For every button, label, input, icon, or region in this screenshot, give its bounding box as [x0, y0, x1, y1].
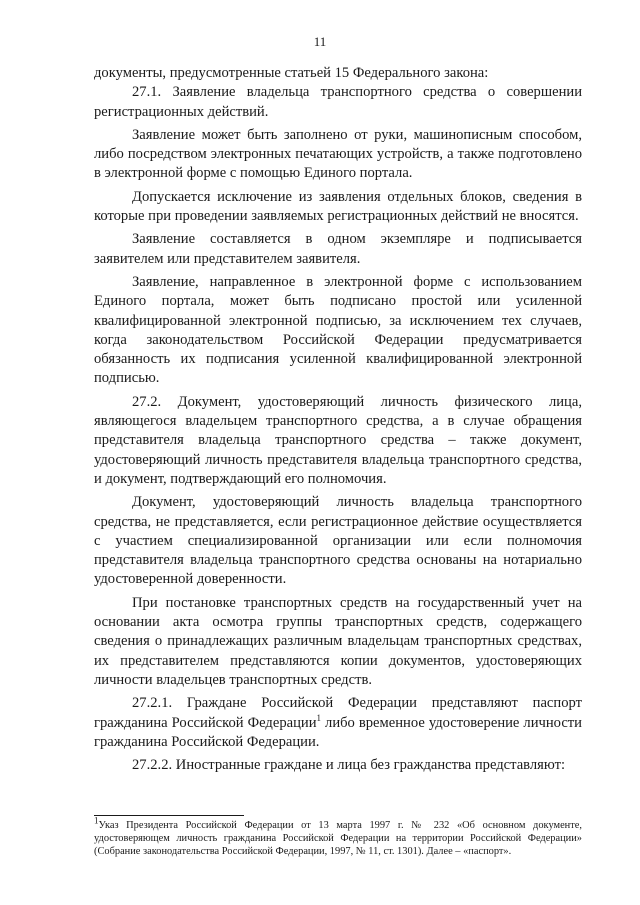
paragraph-27-2-1-text-end: либо временное удостоверение личности гражданина Российской Федерации.	[94, 714, 582, 750]
paragraph-electronic-signature: Заявление, направленное в электронной форме с использованием Единого портала, может быть подписано простой или усиленной квалифицированной электронной подписью, за исключением тех случаев, когда законодательством Российской Федерации предусматривается обязанность их подписания усиленной квалифицированной электронной подписью.	[94, 273, 582, 387]
footnote-text: Указ Президента Российской Федерации от 13 марта 1997 г. № 232 «Об основном документе, удостоверяющем личность гражданина Российской Федерации на территории Российской Федерации» (Собрание законодательства Российской Федерации, 1997, № 11, ст. 1301). Далее – «паспорт».	[94, 820, 582, 857]
footnote-reference: 1	[316, 712, 322, 723]
paragraph-fill-methods: Заявление может быть заполнено от руки, машинописным способом, либо посредством электронных печатающих устройств, а также подготовлено в электронной форме с помощью Единого портала.	[94, 126, 582, 182]
paragraph-intro: документы, предусмотренные статьей 15 Федерального закона:	[94, 65, 489, 81]
footnote-marker: 1	[94, 815, 99, 826]
paragraph-27-1: 27.1. Заявление владельца транспортного средства о совершении регистрационных действий.	[94, 84, 582, 120]
paragraph-27-2-1-text: 27.2.1. Граждане Российской Федерации представляют паспорт гражданина Российской Федерации	[94, 695, 582, 731]
footnote-divider	[94, 815, 244, 816]
document-body	[94, 64, 582, 775]
paragraph-27-2-1	[94, 694, 582, 752]
paragraph-27-2: 27.2. Документ, удостоверяющий личность физического лица, являющегося владельцем транспортного средства, а в случае обращения представителя владельца транспортного средства – также документ, удостоверяющий личность представителя владельца транспортного средства, и документ, подтверждающий его полномочия.	[94, 393, 582, 487]
paragraph-id-not-required: Документ, удостоверяющий личность владельца транспортного средства, не представляется, если регистрационное действие осуществляется с участием специализированной организации или если полномочия представителя владельца транспортного средства основаны на нотариально удостоверенной доверенности.	[94, 494, 582, 588]
footnote	[94, 815, 582, 858]
paragraph-block-exclusion: Допускается исключение из заявления отдельных блоков, сведения в которые при проведении заявляемых регистрационных действий не вносятся.	[94, 188, 582, 225]
page-number: 11	[313, 34, 327, 49]
paragraph-27-2-2: 27.2.2. Иностранные граждане и лица без гражданства представляют:	[132, 757, 566, 774]
paragraph-group-inspection: При постановке транспортных средств на государственный учет на основании акта осмотра группы транспортных средств, содержащего сведения о принадлежащих различным владельцам транспортных средствах, их представителем представляются копии документов, удостоверяющих личности владельцев транспортных средств.	[94, 594, 582, 688]
paragraph-single-copy: Заявление составляется в одном экземпляре и подписывается заявителем или представителем заявителя.	[94, 231, 582, 267]
